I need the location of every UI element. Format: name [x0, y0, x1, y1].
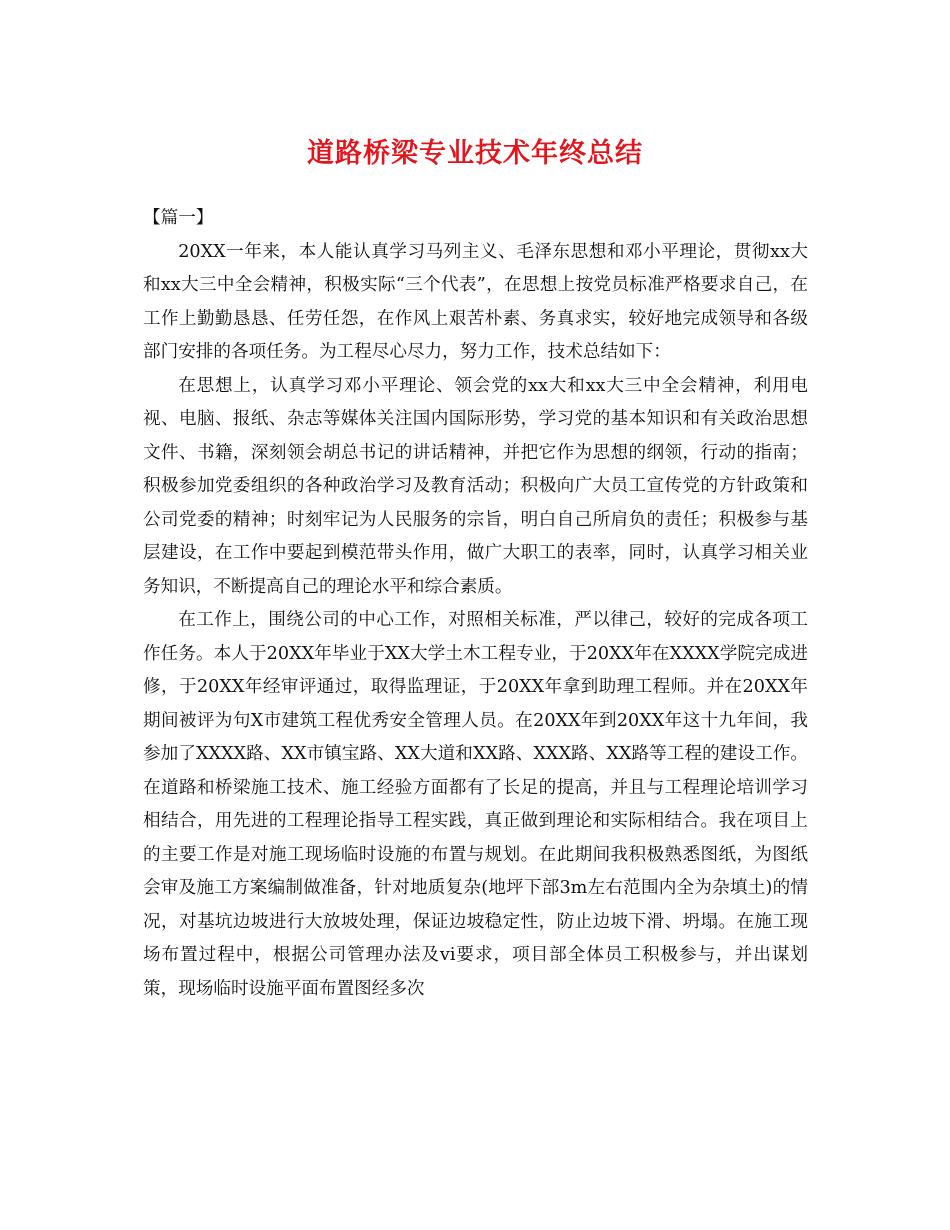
paragraph-1: 20XX一年来，本人能认真学习马列主义、毛泽东思想和邓小平理论，贯彻xx大和xx大三中全会精神，积极实际“三个代表”，在思想上按党员标准严格要求自己，在工作上勤勤恳恳、任劳任怨，在作风上艰苦朴素、务真求实，较好地完成领导和各级部门安排的各项任务。为工程尽心尽力，努力工作，技术总结如下： [143, 241, 808, 362]
section-label: 【篇一】 [143, 208, 214, 228]
paragraph-2: 在思想上，认真学习邓小平理论、领会党的xx大和xx大三中全会精神，利用电视、电脑、报纸、杂志等媒体关注国内国际形势，学习党的基本知识和有关政治思想文件、书籍，深刻领会胡总书记的讲话精神，并把它作为思想的纲领，行动的指南；积极参加党委组织的各种政治学习及教育活动；积极向广大员工宣传党的方针政策和公司党委的精神；时刻牢记为人民服务的宗旨，明白自己所肩负的责任；积极参与基层建设，在工作中要起到模范带头作用，做广大职工的表率，同时，认真学习相关业务知识，不断提高自己的理论水平和综合素质。 [143, 375, 808, 597]
paragraph-3: 在工作上，围绕公司的中心工作，对照相关标准，严以律己，较好的完成各项工作任务。本人于20XX年毕业于XX大学土木工程专业，于20XX年在XXXX学院完成进修，于20XX年经审评通过，取得监理证，于20XX年拿到助理工程师。并在20XX年期间被评为句X市建筑工程优秀安全管理人员。在20XX年到20XX年这十九年间，我参加了XXXX路、XX市镇宝路、XX大道和XX路、XXX路、XX路等工程的建设工作。在道路和桥梁施工技术、施工经验方面都有了长足的提高，并且与工程理论培训学习相结合，用先进的工程理论指导工程实践，真正做到理论和实际相结合。我在项目上的主要工作是对施工现场临时设施的布置与规划。在此期间我积极熟悉图纸，为图纸会审及施工方案编制做准备，针对地质复杂(地坪下部3m左右范围内全为杂填土)的情况，对基坑边坡进行大放坡处理，保证边坡稳定性，防止边坡下滑、坍塌。在施工现场布置过程中，根据公司管理办法及vi要求，项目部全体员工积极参与，并出谋划策，现场临时设施平面布置图经多次 [143, 610, 808, 999]
document-title: 道路桥梁专业技术年终总结 [307, 138, 643, 169]
document-body [143, 202, 808, 1006]
